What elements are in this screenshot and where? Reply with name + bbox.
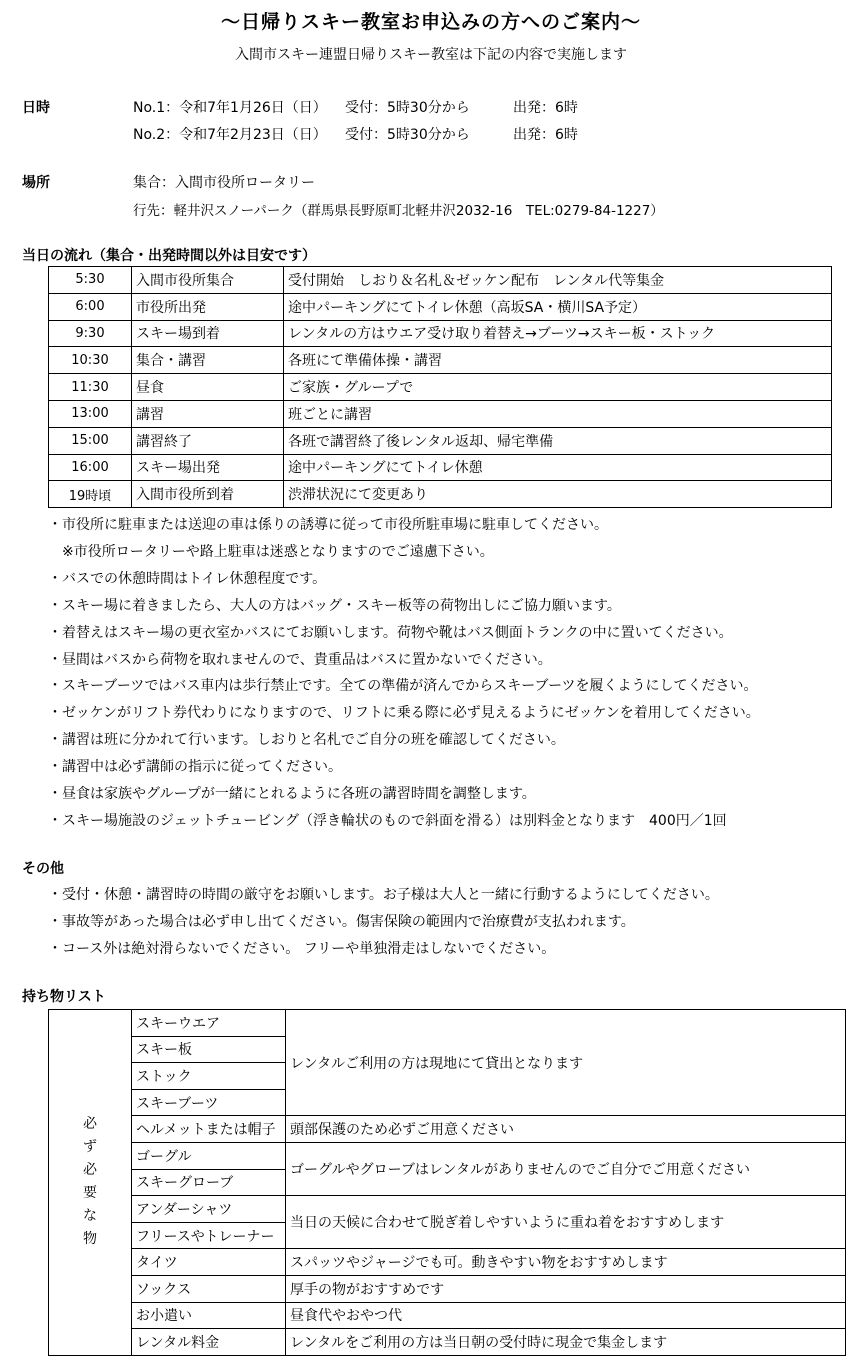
- schedule-no: No.1：令和7年1月26日（日）: [133, 100, 327, 116]
- item-name: お小遣い: [132, 1302, 286, 1329]
- page-title: ～日帰りスキー教室お申込みの方へのご案内～: [220, 11, 641, 33]
- schedule-line-2: [133, 124, 578, 144]
- item-row: [49, 1196, 846, 1223]
- flow-heading: 当日の流れ（集合・出発時間以外は目安です）: [22, 248, 316, 264]
- flow-time: 16:00: [49, 454, 132, 481]
- flow-time: 11:30: [49, 374, 132, 401]
- note-item: ・ゼッケンがリフト券代わりになりますので、リフトに乗る際に必ず見えるようにゼッケンを着用してください。: [48, 705, 760, 722]
- schedule-reception: 受付：5時30分から: [345, 100, 470, 116]
- item-row: [49, 1116, 846, 1143]
- item-note: レンタルご利用の方は現地にて貸出となります: [286, 1010, 846, 1116]
- schedule-departure: 出発：6時: [513, 100, 578, 116]
- flow-event: 講習: [132, 400, 284, 427]
- flow-event: スキー場出発: [132, 454, 284, 481]
- item-note: 昼食代やおやつ代: [286, 1302, 846, 1329]
- other-item: ・コース外は絶対滑らないでください。 フリーや単独滑走はしないでください。: [48, 941, 556, 957]
- item-name: スキー板: [132, 1036, 286, 1063]
- schedule-label: 日時: [22, 100, 50, 116]
- item-row: [49, 1010, 846, 1037]
- item-name: ソックス: [132, 1275, 286, 1302]
- flow-row: [49, 293, 832, 320]
- item-row: [49, 1275, 846, 1302]
- flow-row: [49, 481, 832, 508]
- flow-time: 9:30: [49, 320, 132, 347]
- place-meeting: 集合：入間市役所ロータリー: [133, 175, 315, 191]
- flow-row: [49, 374, 832, 401]
- flow-time: 10:30: [49, 347, 132, 374]
- note-item: ・講習中は必ず講師の指示に従ってください。: [48, 759, 342, 776]
- item-category-label: 必ず必要な物: [83, 1116, 97, 1248]
- flow-event: 講習終了: [132, 427, 284, 454]
- flow-time: 13:00: [49, 400, 132, 427]
- item-note: 頭部保護のため必ずご用意ください: [286, 1116, 846, 1143]
- schedule-line-1: [133, 97, 578, 117]
- note-item: ・スキー場に着きましたら、大人の方はバッグ・スキー板等の荷物出しにご協力願います。: [48, 597, 621, 614]
- note-item: ・市役所に駐車または送迎の車は係りの誘導に従って市役所駐車場に駐車してください。: [48, 517, 608, 533]
- flow-detail: 班ごとに講習: [284, 400, 832, 427]
- flow-detail: 途中パーキングにてトイレ休憩（高坂SA・横川SA予定）: [284, 293, 832, 320]
- item-name: スキーウエア: [132, 1010, 286, 1037]
- flow-time: 19時頃: [49, 481, 132, 508]
- flow-row: [49, 320, 832, 347]
- note-item: ・バスでの休憩時間はトイレ休憩程度です。: [48, 570, 327, 587]
- item-row: [49, 1302, 846, 1329]
- flow-row: [49, 454, 832, 481]
- item-row: [49, 1329, 846, 1356]
- schedule-reception: 受付：5時30分から: [345, 127, 470, 143]
- note-item: ・昼間はバスから荷物を取れませんので、貴重品はバスに置かないでください。: [48, 651, 552, 668]
- schedule-departure: 出発：6時: [513, 127, 578, 143]
- flow-detail: 各班にて準備体操・講習: [284, 347, 832, 374]
- flow-event: 市役所出発: [132, 293, 284, 320]
- item-row: [49, 1249, 846, 1276]
- item-name: フリースやトレーナー: [132, 1222, 286, 1249]
- flow-table: [48, 266, 832, 508]
- flow-detail: 各班で講習終了後レンタル返却、帰宅準備: [284, 427, 832, 454]
- item-name: ヘルメットまたは帽子: [132, 1116, 286, 1143]
- other-heading: その他: [22, 861, 64, 877]
- note-item: ※市役所ロータリーや路上駐車は迷惑となりますのでご遠慮下さい。: [48, 543, 494, 560]
- item-category: [49, 1010, 132, 1356]
- item-name: ゴーグル: [132, 1142, 286, 1169]
- flow-event: 昼食: [132, 374, 284, 401]
- flow-detail: レンタルの方はウエア受け取り着替え→ブーツ→スキー板・ストック: [284, 320, 832, 347]
- item-note: 厚手の物がおすすめです: [286, 1275, 846, 1302]
- note-item: ・スキーブーツではバス車内は歩行禁止です。全ての準備が済んでからスキーブーツを履くようにしてください。: [48, 678, 758, 695]
- flow-event: 入間市役所到着: [132, 481, 284, 508]
- flow-detail: ご家族・グループで: [284, 374, 832, 401]
- items-heading: 持ち物リスト: [22, 989, 106, 1005]
- flow-time: 5:30: [49, 267, 132, 294]
- item-name: アンダーシャツ: [132, 1196, 286, 1223]
- note-item: ・スキー場施設のジェットチュービング（浮き輪状のもので斜面を滑る）は別料金となります 400円／1回: [48, 812, 727, 829]
- item-name: スキーグローブ: [132, 1169, 286, 1196]
- flow-row: [49, 400, 832, 427]
- flow-event: 集合・講習: [132, 347, 284, 374]
- item-note: 当日の天候に合わせて脱ぎ着しやすいように重ね着をおすすめします: [286, 1196, 846, 1249]
- item-note: ゴーグルやグローブはレンタルがありませんのでご自分でご用意ください: [286, 1142, 846, 1195]
- flow-row: [49, 347, 832, 374]
- other-item: ・事故等があった場合は必ず申し出てください。傷害保険の範囲内で治療費が支払われます。: [48, 914, 635, 930]
- flow-detail: 受付開始 しおり＆名札＆ゼッケン配布 レンタル代等集金: [284, 267, 832, 294]
- note-item: ・昼食は家族やグループが一緒にとれるように各班の講習時間を調整します。: [48, 786, 536, 802]
- place-label: 場所: [22, 175, 50, 191]
- note-item: ・着替えはスキー場の更衣室かバスにてお願いします。荷物や靴はバス側面トランクの中に置いてください。: [48, 624, 733, 641]
- other-item: ・受付・休憩・講習時の時間の厳守をお願いします。お子様は大人と一緒に行動するようにしてください。: [48, 887, 719, 903]
- flow-time: 15:00: [49, 427, 132, 454]
- flow-row: [49, 427, 832, 454]
- item-row: [49, 1142, 846, 1169]
- flow-event: スキー場到着: [132, 320, 284, 347]
- flow-detail: 渋滞状況にて変更あり: [284, 481, 832, 508]
- item-name: スキーブーツ: [132, 1089, 286, 1116]
- flow-row: [49, 267, 832, 294]
- place-destination: 行先：軽井沢スノーパーク（群馬県長野原町北軽井沢2032-16 TEL:0279-84-1227）: [133, 203, 664, 219]
- schedule-no: No.2：令和7年2月23日（日）: [133, 127, 327, 143]
- flow-event: 入間市役所集合: [132, 267, 284, 294]
- item-note: レンタルをご利用の方は当日朝の受付時に現金で集金します: [286, 1329, 846, 1356]
- items-table: [48, 1009, 846, 1356]
- item-note: スパッツやジャージでも可。動きやすい物をおすすめします: [286, 1249, 846, 1276]
- item-name: タイツ: [132, 1249, 286, 1276]
- item-name: レンタル料金: [132, 1329, 286, 1356]
- flow-detail: 途中パーキングにてトイレ休憩: [284, 454, 832, 481]
- item-name: ストック: [132, 1063, 286, 1090]
- note-item: ・講習は班に分かれて行います。しおりと名札でご自分の班を確認してください。: [48, 732, 565, 749]
- page-subtitle: 入間市スキー連盟日帰りスキー教室は下記の内容で実施します: [235, 47, 627, 63]
- flow-time: 6:00: [49, 293, 132, 320]
